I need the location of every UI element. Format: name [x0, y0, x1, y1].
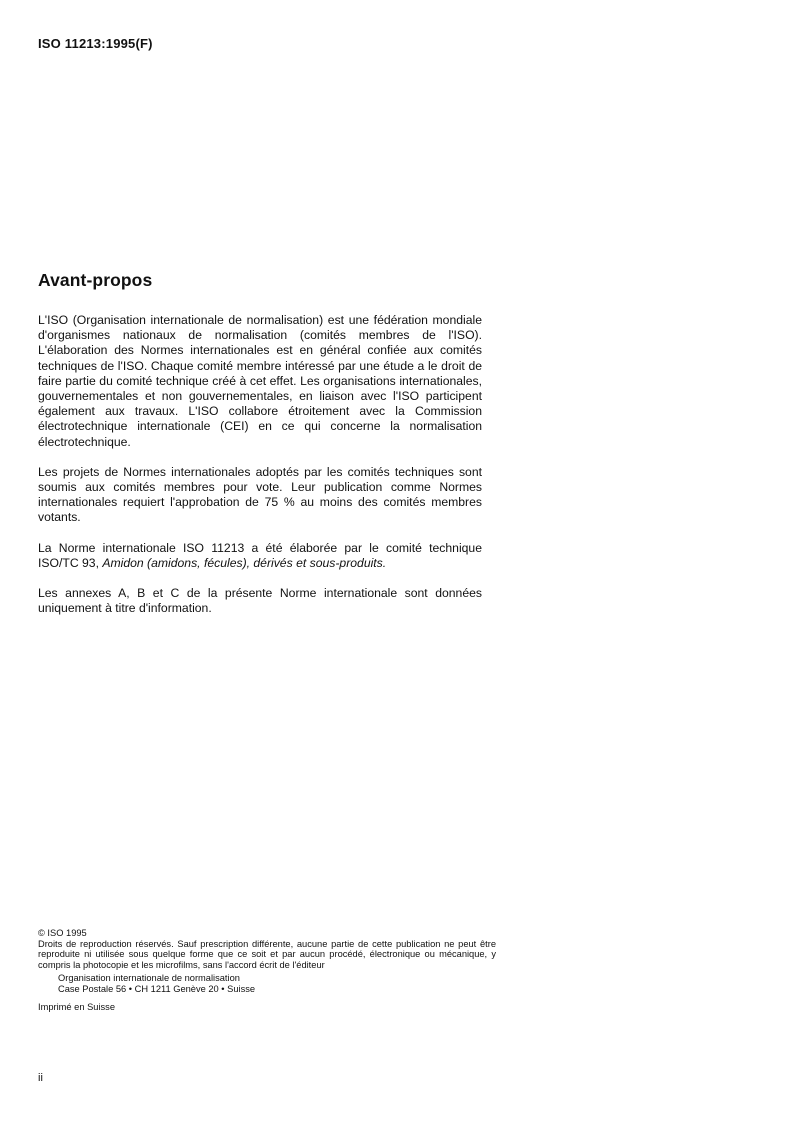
page-number: ii — [38, 1072, 43, 1084]
paragraph-iso-intro: L'ISO (Organisation internationale de normalisation) est une fédération mondiale d'organismes nationaux de normalisation (comités membres de l'ISO). L'élaboration des Normes internationales est en général confiée aux comités techniques de l'ISO. Chaque comité membre intéressé par une étude a le droit de faire partie du comité technique créé à cet effet. Les organisations internationales, gouvernementales et non gouvernementales, en liaison avec l'ISO participent également aux travaux. L'ISO collabore étroitement avec la Commission électrotechnique internationale (CEI) en ce qui concerne la normalisation électrotechnique. — [38, 313, 482, 449]
committee-title: Amidon (amidons, fécules), dérivés et sous-produits. — [102, 555, 387, 570]
section-title: Avant-propos — [38, 270, 153, 290]
committee-text: La Norme internationale ISO 11213 a été élaborée par le comité technique ISO/TC 93, — [38, 540, 482, 570]
publisher-name: Organisation internationale de normalisation — [58, 972, 240, 983]
copyright-block — [38, 928, 496, 1013]
printed-in: Imprimé en Suisse — [38, 1002, 115, 1013]
publisher-postal: Case Postale 56 • CH 1211 Genève 20 • Suisse — [58, 983, 256, 994]
paragraph-voting: Les projets de Normes internationales adoptés par les comités techniques sont soumis aux comités membres pour vote. Leur publication comme Normes internationales requiert l'approbation de 75 % au moins des comités membres votants. — [38, 464, 482, 525]
foreword-body — [38, 313, 482, 631]
copyright-notice: © ISO 1995 — [38, 928, 87, 938]
paragraph-committee — [38, 541, 482, 571]
document-id: ISO 11213:1995(F) — [38, 36, 153, 51]
paragraph-annexes: Les annexes A, B et C de la présente Norme internationale sont données uniquement à titre d'information. — [38, 586, 482, 616]
copyright-rights: Droits de reproduction réservés. Sauf prescription différente, aucune partie de cette publication ne peut être reproduite ni utilisée sous quelque forme que ce soit et par aucun procédé, électronique ou mécanique, y compris la photocopie et les microfilms, sans l'accord écrit de l'éditeur — [38, 938, 496, 971]
publisher-address — [58, 973, 496, 994]
